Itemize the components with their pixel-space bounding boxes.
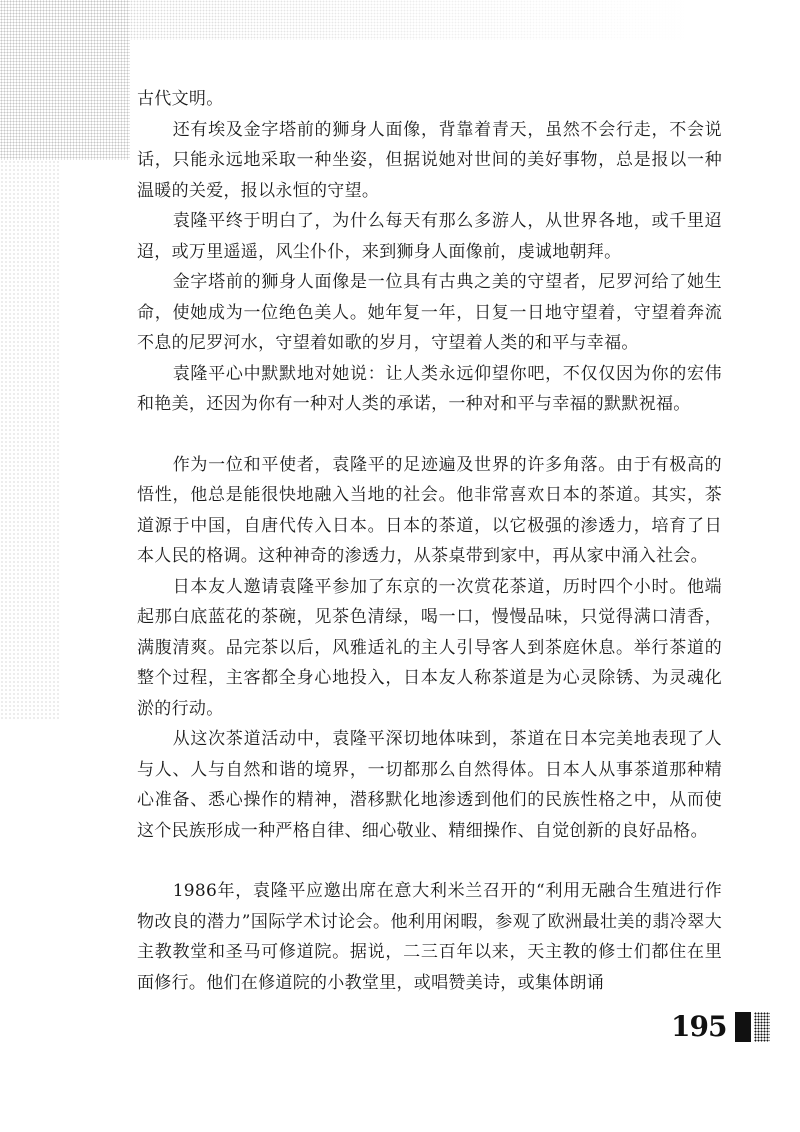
paragraph: 还有埃及金字塔前的狮身人面像，背靠着青天，虽然不会行走，不会说话，只能永远地采取一种坐姿，但据说她对世间的美好事物，总是报以一种温暖的关爱，报以永恒的守望。 [137, 119, 722, 201]
paragraph: 从这次茶道活动中，袁隆平深切地体味到，茶道在日本完美地表现了人与人、人与自然和谐的境界，一切都那么自然得体。日本人从事茶道那种精心准备、悉心操作的精神，潜移默化地渗透到他们的民族性格之中，从而使这个民族形成一种严格自律、细心敬业、精细操作、自觉创新的良好品格。 [137, 729, 722, 841]
scan-noise-top [130, 0, 690, 40]
page-number: 195 [671, 1010, 727, 1043]
paragraph: 金字塔前的狮身人面像是一位具有古典之美的守望者，尼罗河给了她生命，使她成为一位绝色美人。她年复一年，日复一日地守望着，守望着奔流不息的尼罗河水，守望着如歌的岁月，守望着人类的和平与幸福。 [137, 272, 722, 353]
paragraph: 日本友人邀请袁隆平参加了东京的一次赏花茶道，历时四个小时。他端起那白底蓝花的茶碗，见茶色清绿，喝一口，慢慢品味，只觉得满口清香，满腹清爽。品完茶以后，风雅适礼的主人引导客人到茶庭休息。举行茶道的整个过程，主客都全身心地投入，日本友人称茶道是为心灵除锈、为灵魂化淤的行动。 [137, 576, 722, 719]
page-marker-block [735, 1012, 751, 1042]
paragraph: 袁隆平终于明白了，为什么每天有那么多游人，从世界各地，或千里迢迢，或万里遥遥，风尘仆仆，来到狮身人面像前，虔诚地朝拜。 [137, 211, 722, 262]
section-gap [137, 420, 722, 450]
paragraph: 古代文明。 [137, 89, 224, 109]
page-marker-halftone [754, 1012, 770, 1042]
paragraph: 作为一位和平使者，袁隆平的足迹遍及世界的许多角落。由于有极高的悟性，他总是能很快地融入当地的社会。他非常喜欢日本的茶道。其实，茶道源于中国，自唐代传入日本。日本的茶道，以它极强的渗透力，培育了日本人民的格调。这种神奇的渗透力，从茶桌带到家中，再从家中涌入社会。 [137, 454, 722, 566]
section-gap [137, 846, 722, 876]
scan-noise-left [0, 160, 60, 720]
paragraph: 袁隆平心中默默地对她说：让人类永远仰望你吧，不仅仅因为你的宏伟和艳美，还因为你有一种对人类的承诺，一种对和平与幸福的默默祝福。 [137, 363, 722, 414]
scan-noise-corner [0, 0, 130, 160]
page-body [137, 84, 722, 998]
paragraph: 1986年，袁隆平应邀出席在意大利米兰召开的“利用无融合生殖进行作物改良的潜力”国际学术讨论会。他利用闲暇，参观了欧洲最壮美的翡冷翠大主教教堂和圣马可修道院。据说，二三百年以来，天主教的修士们都住在里面修行。他们在修道院的小教堂里，或唱赞美诗，或集体朗诵 [137, 881, 722, 993]
